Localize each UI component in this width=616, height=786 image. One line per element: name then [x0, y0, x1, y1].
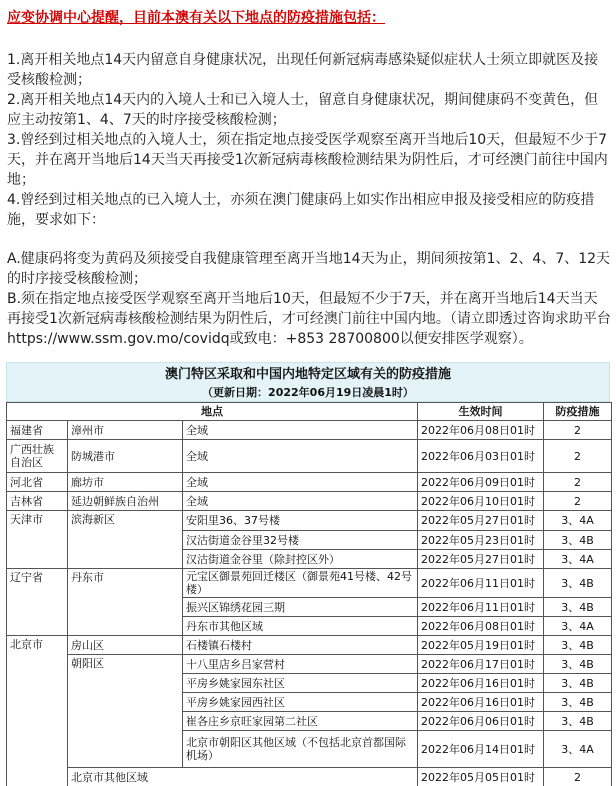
measure-cell: 3、4B	[544, 531, 612, 550]
table-title: 澳门特区采取和中国内地特定区域有关的防疫措施	[164, 367, 451, 382]
time-cell: 2022年06月08日01时	[418, 421, 544, 440]
province-cell: 福建省	[7, 421, 68, 440]
measure-cell: 3、4B	[544, 674, 612, 693]
measure-cell: 2	[544, 421, 612, 440]
measure-cell: 3、4B	[544, 693, 612, 712]
measure-cell: 3、4A	[544, 511, 612, 531]
table-row	[7, 636, 612, 655]
area-cell: 振兴区锦绣花园三期	[183, 598, 418, 617]
table-title-banner	[6, 362, 610, 402]
measure-cell: 3、4B	[544, 636, 612, 655]
header-location: 地点	[7, 403, 418, 421]
table-row	[7, 655, 612, 674]
time-cell: 2022年05月19日01时	[418, 636, 544, 655]
time-cell: 2022年05月05日01时	[418, 768, 544, 786]
time-cell: 2022年06月14日01时	[418, 731, 544, 768]
table-row	[7, 421, 612, 440]
table-row	[7, 511, 612, 531]
time-cell: 2022年05月27日01时	[418, 511, 544, 531]
notice-item: 4.曾经到过相关地点的已入境人士，亦须在澳门健康码上如实作出相应申报及接受相应的防疫措施，要求如下：	[7, 192, 595, 228]
area-cell: 崔各庄乡京旺家园第二社区	[183, 712, 418, 731]
time-cell: 2022年06月11日01时	[418, 569, 544, 598]
province-cell: 广西壮族自治区	[7, 440, 68, 473]
area-cell: 全域	[183, 492, 418, 511]
province-cell: 北京市	[7, 636, 68, 786]
province-cell: 河北省	[7, 473, 68, 492]
time-cell: 2022年06月03日01时	[418, 440, 544, 473]
area-cell: 全域	[183, 421, 418, 440]
city-cell: 廊坊市	[68, 473, 183, 492]
table-row	[7, 569, 612, 598]
time-cell: 2022年06月17日01时	[418, 655, 544, 674]
city-cell: 漳州市	[68, 421, 183, 440]
time-cell: 2022年06月10日01时	[418, 492, 544, 511]
notice-sub-item: A.健康码将变为黄码及须接受自我健康管理至离开当地14天为止，期间须按第1、2、4、7、12天的时序接受核酸检测；	[7, 251, 611, 287]
notice-body	[7, 50, 611, 349]
time-cell: 2022年06月08日01时	[418, 617, 544, 636]
area-cell: 全域	[183, 473, 418, 492]
measure-cell: 2	[544, 473, 612, 492]
measure-cell: 3、4A	[544, 550, 612, 569]
city-cell: 北京市其他区域	[68, 768, 418, 786]
time-cell: 2022年05月27日01时	[418, 550, 544, 569]
time-cell: 2022年06月09日01时	[418, 473, 544, 492]
table-row	[7, 492, 612, 511]
measures-table	[6, 402, 612, 786]
time-cell: 2022年06月11日01时	[418, 598, 544, 617]
measure-cell: 3、4B	[544, 655, 612, 674]
notice-item: 2.离开相关地点14天内的入境人士和已入境人士，留意自身健康状况，期间健康码不变黄色，但应主动按第1、4、7天的时序接受核酸检测；	[7, 92, 599, 128]
measure-cell: 3、4A	[544, 617, 612, 636]
measure-cell: 3、4B	[544, 569, 612, 598]
table-row	[7, 768, 612, 786]
time-cell: 2022年05月23日01时	[418, 531, 544, 550]
area-cell: 汉沽街道金谷里（除封控区外）	[183, 550, 418, 569]
measure-cell: 2	[544, 768, 612, 786]
area-cell: 汉沽街道金谷里32号楼	[183, 531, 418, 550]
table-updated-date: （更新日期：2022年06月19日凌晨1时）	[202, 386, 414, 399]
area-cell: 全域	[183, 440, 418, 473]
area-cell: 平房乡姚家园西社区	[183, 693, 418, 712]
city-cell: 房山区	[68, 636, 183, 655]
time-cell: 2022年06月16日01时	[418, 674, 544, 693]
city-cell: 丹东市	[68, 569, 183, 636]
province-cell: 天津市	[7, 511, 68, 569]
city-cell: 防城港市	[68, 440, 183, 473]
area-cell: 安阳里36、37号楼	[183, 511, 418, 531]
table-row	[7, 473, 612, 492]
area-cell: 石楼镇石楼村	[183, 636, 418, 655]
measure-cell: 3、4B	[544, 598, 612, 617]
area-cell: 元宝区御景苑回迁楼区（御景苑41号楼、42号楼）	[183, 569, 418, 598]
measure-cell: 3、4B	[544, 712, 612, 731]
table-header-row	[7, 403, 612, 421]
time-cell: 2022年06月16日01时	[418, 693, 544, 712]
area-cell: 北京市朝阳区其他区域（不包括北京首都国际机场）	[183, 731, 418, 768]
header-effective-time: 生效时间	[418, 403, 544, 421]
area-cell: 十八里店乡吕家营村	[183, 655, 418, 674]
time-cell: 2022年06月06日01时	[418, 712, 544, 731]
notice-item: 1.离开相关地点14天内留意自身健康状况，出现任何新冠病毒感染疑似症状人士须立即就医及接受核酸检测；	[7, 52, 599, 88]
city-cell: 滨海新区	[68, 511, 183, 569]
header-measures: 防疫措施	[544, 403, 612, 421]
notice-sub-item: B.须在指定地点接受医学观察至离开当地后10天，但最短不少于7天，并在离开当地后14天当天再接受1次新冠病毒核酸检测结果为阴性后，才可经澳门前往中国内地。（请立即透过咨询求助平台https://www.ssm.gov.mo/covidq或致电：+853 28700800以便安排医学观察）。	[7, 291, 611, 347]
area-cell: 平房乡姚家园东社区	[183, 674, 418, 693]
notice-title: 应变协调中心提醒，目前本澳有关以下地点的防疫措施包括：	[7, 10, 385, 26]
measure-cell: 2	[544, 492, 612, 511]
province-cell: 辽宁省	[7, 569, 68, 636]
measure-cell: 2	[544, 440, 612, 473]
city-cell: 朝阳区	[68, 655, 183, 768]
province-cell: 吉林省	[7, 492, 68, 511]
measure-cell: 3、4A	[544, 731, 612, 768]
city-cell: 延边朝鲜族自治州	[68, 492, 183, 511]
table-row	[7, 440, 612, 473]
notice-item: 3.曾经到过相关地点的入境人士，须在指定地点接受医学观察至离开当地后10天，但最短不少于7天，并在离开当地后14天当天再接受1次新冠病毒核酸检测结果为阴性后，才可经澳门前往中国内地；	[7, 132, 608, 188]
area-cell: 丹东市其他区域	[183, 617, 418, 636]
